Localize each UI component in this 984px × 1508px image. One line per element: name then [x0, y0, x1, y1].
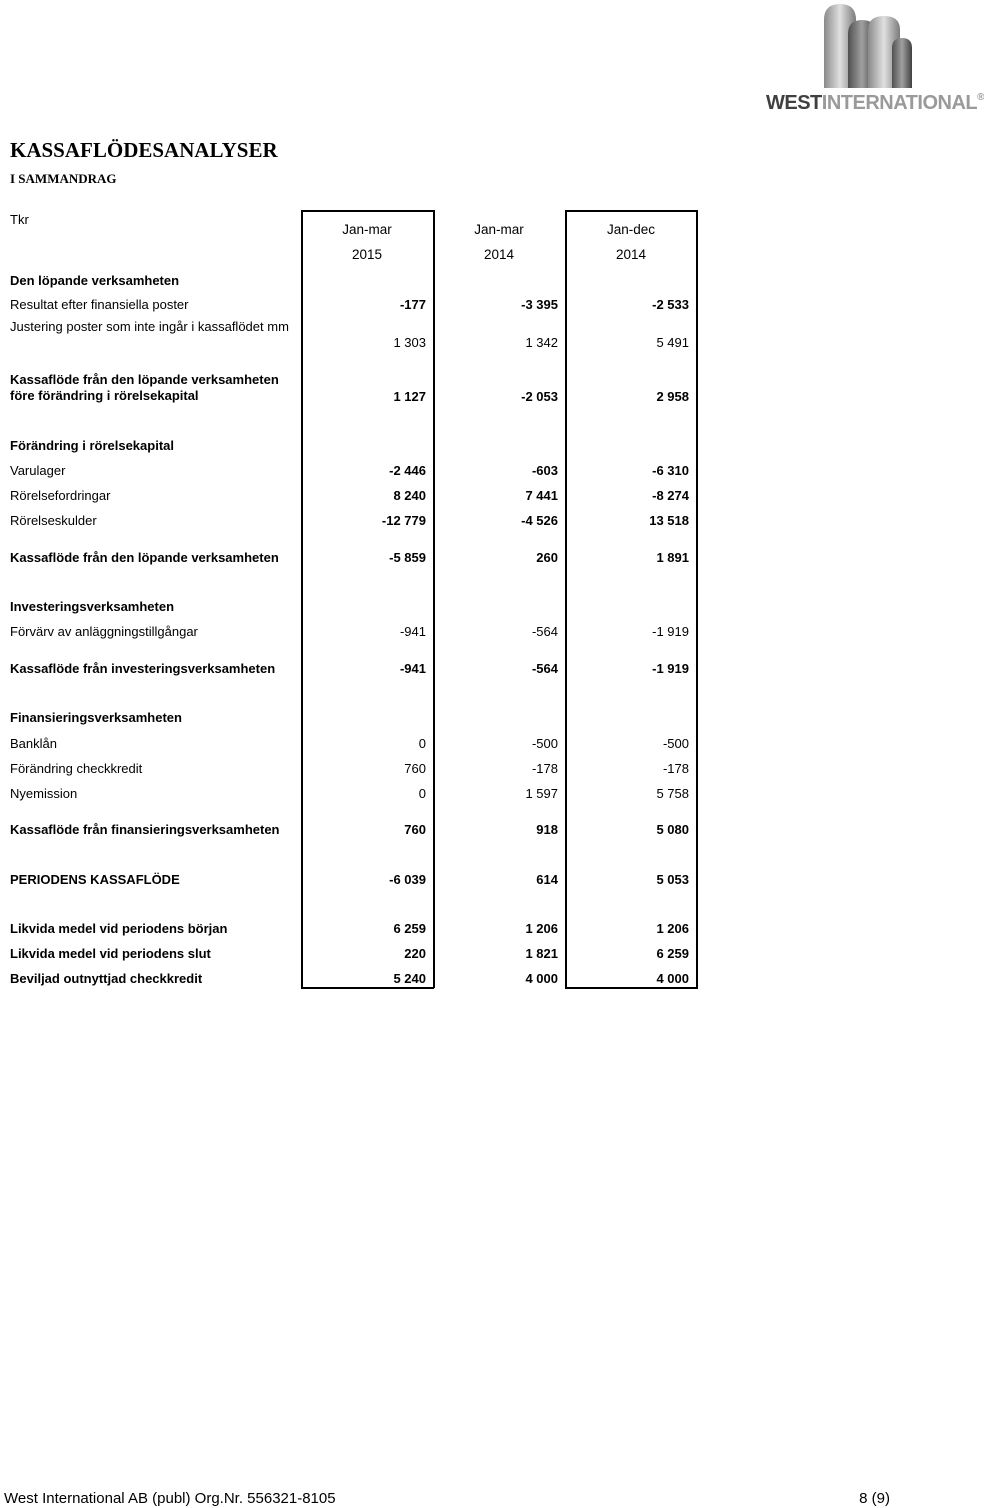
row-value: 1 303 [393, 335, 426, 350]
row-value: -8 274 [652, 488, 689, 503]
footer-company: West International AB (publ) Org.Nr. 556321-8105 [4, 1490, 336, 1507]
row-label: Nyemission [10, 786, 78, 801]
row-value: -500 [662, 736, 689, 751]
section-heading: Finansieringsverksamheten [10, 710, 182, 725]
column-period-1: Jan-mar [342, 222, 392, 237]
row-value: -1 919 [652, 624, 689, 639]
table-border [565, 210, 698, 212]
row-value: -603 [531, 463, 558, 478]
row-value: -2 533 [652, 297, 689, 312]
registered-mark: ® [977, 92, 984, 103]
row-value: 5 240 [393, 971, 426, 986]
row-value: -6 039 [389, 872, 426, 887]
table-border [301, 210, 303, 988]
table-border [301, 987, 434, 989]
row-value: -3 395 [521, 297, 558, 312]
table-border [301, 210, 434, 212]
row-label: Varulager [10, 463, 66, 478]
row-label: Kassaflöde från den löpande verksamheten [10, 550, 279, 565]
row-value: 1 206 [656, 921, 689, 936]
row-value: 220 [404, 946, 426, 961]
table-border [565, 987, 698, 989]
row-label: Justering poster som inte ingår i kassaflödet mm [10, 319, 289, 334]
column-period-3: Jan-dec [606, 222, 656, 237]
row-value: 5 758 [656, 786, 689, 801]
row-label: Resultat efter finansiella poster [10, 297, 189, 312]
row-value: 7 441 [525, 488, 558, 503]
row-value: 260 [536, 550, 558, 565]
row-value: 5 053 [656, 872, 689, 887]
row-value: 1 206 [525, 921, 558, 936]
row-value: 614 [536, 872, 558, 887]
page-title: KASSAFLÖDESANALYSER [10, 138, 278, 162]
row-value: 6 259 [656, 946, 689, 961]
row-value: 2 958 [656, 389, 689, 404]
row-value: 760 [404, 822, 426, 837]
row-value: -177 [399, 297, 426, 312]
row-label: Kassaflöde från den löpande verksamheten före förändring i rörelsekapital [10, 372, 279, 403]
section-heading: Förändring i rörelsekapital [10, 438, 174, 453]
row-value: 1 127 [393, 389, 426, 404]
logo-international: INTERNATIONAL [821, 92, 978, 114]
section-heading: Investeringsverksamheten [10, 599, 175, 614]
row-label: Banklån [10, 736, 57, 751]
row-value: 5 080 [656, 822, 689, 837]
logo-west: WEST [766, 92, 822, 114]
section-heading: Den löpande verksamheten [10, 273, 180, 288]
row-value: 1 342 [525, 335, 558, 350]
row-label: Beviljad outnyttjad checkkredit [10, 971, 203, 986]
row-value: -4 526 [521, 513, 558, 528]
row-value: -941 [399, 661, 426, 676]
row-value: -1 919 [652, 661, 689, 676]
row-value: -500 [531, 736, 558, 751]
row-value: -5 859 [389, 550, 426, 565]
row-value: -564 [531, 624, 558, 639]
row-value: 1 891 [656, 550, 689, 565]
column-period-2: Jan-mar [474, 222, 524, 237]
row-label: Kassaflöde från investeringsverksamheten [10, 661, 276, 676]
row-value: 0 [418, 786, 426, 801]
row-value: 760 [404, 761, 426, 776]
page-subtitle: I SAMMANDRAG [10, 171, 117, 186]
row-value: -12 779 [381, 513, 426, 528]
row-value: 13 518 [649, 513, 689, 528]
row-value: 8 240 [393, 488, 426, 503]
column-year-1: 2015 [351, 247, 383, 262]
row-value: -941 [399, 624, 426, 639]
row-value: -2 053 [521, 389, 558, 404]
row-label: Rörelseskulder [10, 513, 97, 528]
row-value: 4 000 [525, 971, 558, 986]
row-value: 1 597 [525, 786, 558, 801]
row-value: 4 000 [656, 971, 689, 986]
logo-wordmark [766, 92, 984, 115]
row-label: Rörelsefordringar [10, 488, 111, 503]
row-label: Likvida medel vid periodens slut [10, 946, 211, 961]
row-value: 5 491 [656, 335, 689, 350]
page-number: 8 (9) [859, 1490, 890, 1507]
row-value: 6 259 [393, 921, 426, 936]
row-value: 0 [418, 736, 426, 751]
column-year-2: 2014 [483, 247, 515, 262]
logo-mark-icon [802, 0, 922, 92]
row-value: -178 [531, 761, 558, 776]
row-label: Förvärv av anläggningstillgångar [10, 624, 198, 639]
row-value: -564 [531, 661, 558, 676]
row-value: 1 821 [525, 946, 558, 961]
row-label: PERIODENS KASSAFLÖDE [10, 872, 180, 887]
row-label: Förändring checkkredit [10, 761, 143, 776]
row-value: 918 [536, 822, 558, 837]
unit-label: Tkr [10, 212, 29, 227]
row-value: -2 446 [389, 463, 426, 478]
company-logo [766, 0, 984, 120]
table-border [696, 210, 698, 988]
column-year-3: 2014 [615, 247, 647, 262]
table-border [433, 210, 435, 988]
table-border [565, 210, 567, 988]
row-value: -178 [662, 761, 689, 776]
row-label: Kassaflöde från finansieringsverksamheten [10, 822, 280, 837]
row-label: Likvida medel vid periodens början [10, 921, 228, 936]
row-value: -6 310 [652, 463, 689, 478]
